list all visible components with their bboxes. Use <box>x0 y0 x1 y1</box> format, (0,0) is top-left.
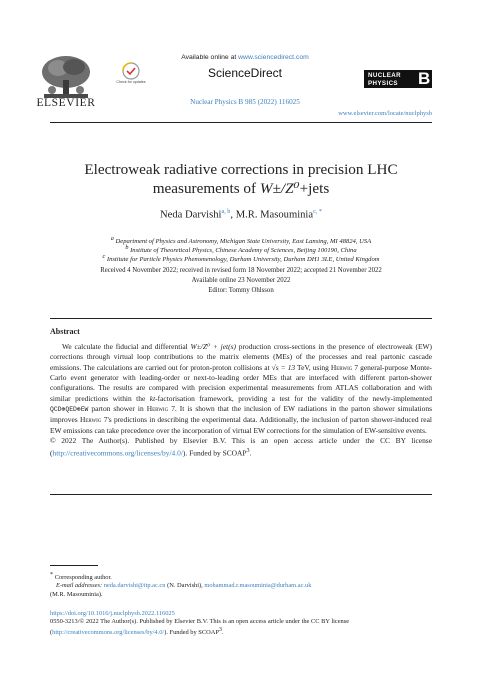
author-masouminia[interactable]: M.R. Masouminia <box>235 209 314 221</box>
email-line <box>50 582 432 590</box>
author-list <box>50 208 432 221</box>
doi-link[interactable]: https://doi.org/10.1016/j.nuclphysb.2022.116025 <box>50 610 175 617</box>
affil-text: Institute of Theoretical Physics, Chinese Academy of Sciences, Beijing 100190, China <box>130 247 357 255</box>
journal-logo-letter: B <box>418 69 431 88</box>
license-sup: 3 <box>246 447 250 455</box>
abs-herwig: Herwig 7 <box>146 404 175 414</box>
funded-text: ). Funded by SCOAP <box>164 629 219 637</box>
available-online-date: Available online 23 November 2022 <box>191 277 291 284</box>
check-updates-label: Check for updates <box>116 80 146 84</box>
corresponding-footnote <box>50 571 432 599</box>
publisher-name: ELSEVIER <box>36 97 96 109</box>
affil-mark: b <box>125 244 129 251</box>
bottom-metadata <box>50 610 432 638</box>
abs-text: 's predictions in describing the experimental data. Additionally, the inclusion of parton shower-induced real EW emissions can take precedence over the incorporation of virtual EW corrections for the simulation of EW-sensitive events. <box>50 415 432 435</box>
journal-logo-line1: NUCLEAR <box>368 72 402 79</box>
abs-herwig: Herwig 7 <box>79 415 108 425</box>
email-label: E-mail addresses: <box>56 582 104 590</box>
email-masouminia-link[interactable]: mohammad.r.masouminia@durham.ac.uk <box>204 582 312 590</box>
abs-math: √s = 13 <box>271 362 296 372</box>
abs-text: general-purpose Monte-Carlo event generator with leading-order or next-to-leading order MEs that are interfaced with different parton-shower configurations. The results are compared with precision experimental measurements from ATLAS collaboration and with similar predictions within the <box>50 362 432 403</box>
cc-license-link[interactable]: http://creativecommons.org/licenses/by/4.0/ <box>52 448 183 458</box>
abstract-paragraph <box>50 342 432 436</box>
funded-sup: 3 <box>218 626 222 634</box>
bottom-cc-license-link[interactable]: http://creativecommons.org/licenses/by/4.0/ <box>52 629 165 637</box>
title-suffix: +jets <box>299 180 330 197</box>
title-line-2 <box>50 179 432 198</box>
elsevier-tree-logo <box>38 54 94 100</box>
author2-affiliation-marks[interactable]: c, * <box>313 208 323 215</box>
journal-logo-line2: PHYSICS <box>368 80 398 87</box>
affil-mark: a <box>110 235 114 242</box>
abs-text: We calculate the fiducial and differential <box>62 342 191 351</box>
title-line-1: Electroweak radiative corrections in precision LHC <box>84 161 398 178</box>
abstract-body <box>50 342 432 459</box>
editor-line: Editor: Tommy Ohlsson <box>208 287 274 294</box>
available-prefix: Available online at <box>181 54 239 61</box>
abstract-bottom-rule <box>50 494 432 495</box>
license-text: © 2022 The Author(s). Published by Elsevier B.V. This is an open access article under the CC BY license ( <box>50 436 432 458</box>
sciencedirect-link[interactable]: www.sciencedirect.com <box>238 54 309 61</box>
license-text: ). Funded by SCOAP <box>182 448 247 458</box>
title-math: W±/Z⁰ <box>259 180 300 197</box>
abs-shower: QCD⊕QED⊕EW <box>50 406 89 414</box>
funded-end: . <box>221 629 224 637</box>
affil-text: Institute for Particle Physics Phenomenology, Durham University, Durham DH1 3LE, United Kingdom <box>106 256 380 264</box>
abs-text: TeV, using <box>295 362 331 372</box>
journal-reference-link[interactable]: Nuclear Physics B 985 (2022) 116025 <box>190 98 300 106</box>
affiliation-c <box>50 253 432 265</box>
author1-affiliation-marks[interactable]: a, b <box>221 208 231 215</box>
email-darvishi-link[interactable]: neda.darvishi@itp.ac.cn <box>103 582 166 590</box>
author-separator: , <box>230 209 236 221</box>
affil-text: Department of Physics and Astronomy, Michigan State University, East Lansing, MI 48824, USA <box>115 238 372 246</box>
available-online-line <box>160 54 330 61</box>
header-divider <box>50 122 432 123</box>
corresponding-label: Corresponding author. <box>54 574 112 582</box>
received-dates: Received 4 November 2022; received in revised form 18 November 2022; accepted 21 November 2022 <box>100 267 382 274</box>
title-prefix: measurements of <box>152 180 260 197</box>
abs-math: W±/Z⁰ + jet(s) <box>190 342 236 351</box>
abstract-heading: Abstract <box>50 327 80 336</box>
corresponding-author-line <box>50 571 432 582</box>
issn-line: 0550-3213/© 2022 The Author(s). Published by Elsevier B.V. This is an open access article under the CC BY license <box>50 618 350 626</box>
abs-text: parton shower in <box>88 404 147 414</box>
article-title <box>50 160 432 198</box>
abs-text: . It is shown that the inclusion of EW radiations in the parton shower simulations improves <box>50 404 432 425</box>
abs-text: production cross-sections in the presence of electroweak (EW) corrections through virtual loop contributions to the matrix elements (MEs) of the processes and real partonic cascade emissions. The calculations are carried out for proton-proton collisions at <box>50 342 433 372</box>
article-history <box>50 266 432 296</box>
author-darvishi[interactable]: Neda Darvishi <box>159 209 222 221</box>
abs-text: -factorisation framework, providing a test for the validity of the newly-implemented <box>155 393 432 403</box>
abstract-top-rule <box>50 318 432 319</box>
bottom-license-line: (http://creativecommons.org/licenses/by/4.0/). Funded by SCOAP3. <box>50 626 224 637</box>
journal-homepage-link[interactable]: www.elsevier.com/locate/nuclphysb <box>338 110 432 117</box>
email1-owner: (N. Darvishi), <box>165 582 205 590</box>
email2-owner: (M.R. Masouminia). <box>50 590 103 598</box>
license-text: . <box>249 448 252 458</box>
check-updates-badge-icon[interactable] <box>118 62 144 92</box>
abstract-license <box>50 436 432 459</box>
affil-mark: c <box>102 253 106 260</box>
footnote-mark: * <box>50 571 54 578</box>
footnote-rule <box>50 565 98 566</box>
abs-math: kt <box>149 393 156 403</box>
platform-name: ScienceDirect <box>207 66 283 80</box>
abs-herwig: Herwig 7 <box>330 362 359 372</box>
